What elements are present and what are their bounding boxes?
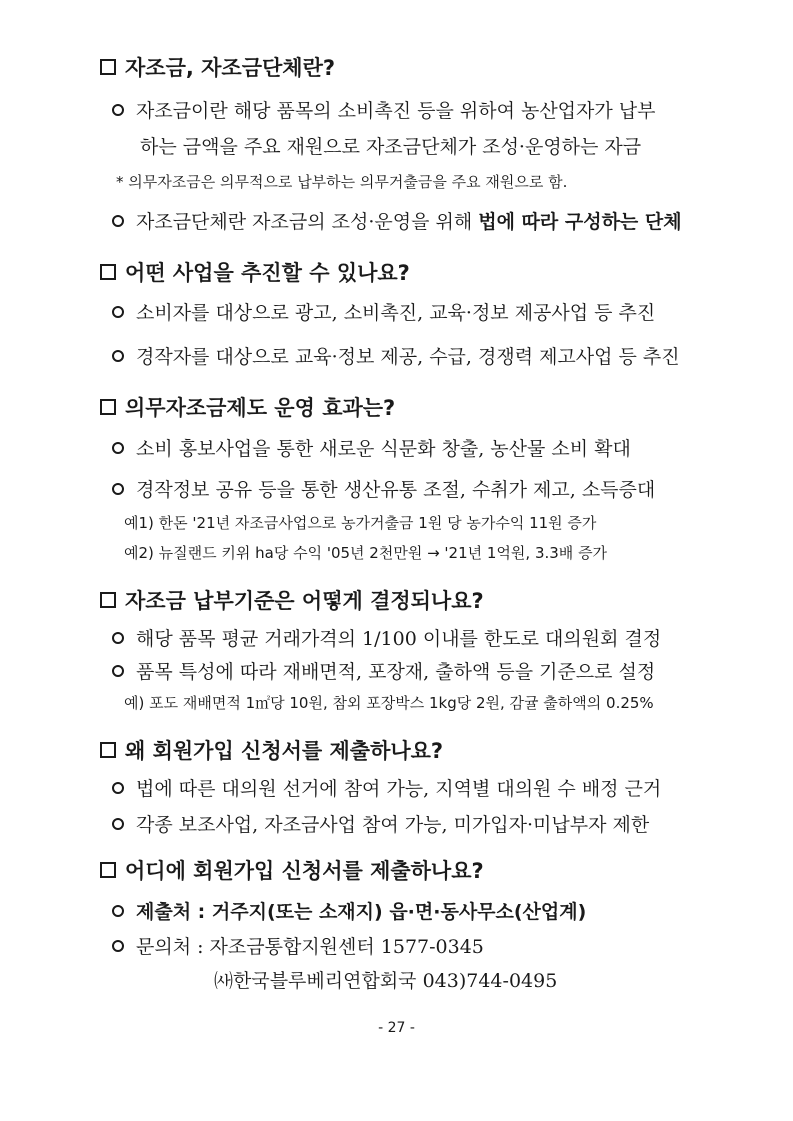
list-item: [112, 342, 680, 369]
section-heading: [100, 585, 484, 615]
circle-bullet-icon: [112, 104, 124, 116]
section-heading: [100, 855, 484, 885]
circle-bullet-icon: [112, 350, 124, 362]
circle-bullet-icon: [112, 442, 124, 454]
checkbox-square-icon: [100, 264, 116, 280]
list-item: [112, 624, 661, 651]
circle-bullet-icon: [112, 632, 124, 644]
list-item: [112, 932, 484, 959]
inquiry-contact-2: ㈔한국블루베리연합회국 043)744-0495: [214, 970, 558, 992]
circle-bullet-icon: [112, 215, 124, 227]
note: 예2) 뉴질랜드 키위 ha당 수익 '05년 2천만원 → '21년 1억원, 3.3배 증가: [124, 544, 608, 562]
inquiry-contact: 문의처 : 자조금통합지원센터 1577-0345: [136, 936, 484, 958]
item-text: 해당 품목 평균 거래가격의 1/100 이내를 한도로 대의원회 결정: [136, 628, 662, 650]
item-text: 자조금이란 해당 품목의 소비촉진 등을 위하여 농산업자가 납부: [136, 100, 656, 122]
section-heading: [100, 735, 443, 765]
checkbox-square-icon: [100, 399, 116, 415]
section-heading: [100, 392, 395, 422]
section-title: 어디에 회원가입 신청서를 제출하나요?: [125, 859, 484, 883]
checkbox-square-icon: [100, 592, 116, 608]
submit-location: 제출처 : 거주지(또는 소재지) 읍·면·동사무소(산업계): [136, 901, 587, 923]
list-item: [112, 810, 649, 837]
checkbox-square-icon: [100, 59, 116, 75]
note: 예1) 한돈 '21년 자조금사업으로 농가거출금 1원 당 농가수익 11원 증가: [124, 514, 597, 532]
list-item: [112, 897, 586, 924]
item-text: 자조금단체란 자조금의 조성·운영을 위해: [136, 211, 479, 233]
note: 예) 포도 재배면적 1㎡당 10원, 참외 포장박스 1kg당 2원, 감귤 출하액의 0.25%: [124, 694, 654, 712]
section-title: 왜 회원가입 신청서를 제출하나요?: [125, 739, 444, 763]
note: * 의무자조금은 의무적으로 납부하는 의무거출금을 주요 재원으로 함.: [116, 173, 568, 191]
section-heading: [100, 257, 410, 287]
item-text: 각종 보조사업, 자조금사업 참여 가능, 미가입자·미납부자 제한: [136, 814, 650, 836]
list-item: [112, 434, 631, 461]
circle-bullet-icon: [112, 818, 124, 830]
checkbox-square-icon: [100, 862, 116, 878]
item-text: 법에 따른 대의원 선거에 참여 가능, 지역별 대의원 수 배정 근거: [136, 778, 662, 800]
section-heading: [100, 52, 335, 82]
item-text: 품목 특성에 따라 재배면적, 포장재, 출하액 등을 기준으로 설정: [136, 661, 656, 683]
list-item-continuation: 하는 금액을 주요 재원으로 자조금단체가 조성·운영하는 자금: [140, 136, 642, 158]
circle-bullet-icon: [112, 940, 124, 952]
section-title: 의무자조금제도 운영 효과는?: [125, 396, 396, 420]
circle-bullet-icon: [112, 782, 124, 794]
list-item: [112, 207, 682, 234]
list-item: [112, 475, 655, 502]
item-text: 소비자를 대상으로 광고, 소비촉진, 교육·정보 제공사업 등 추진: [136, 302, 656, 324]
section-title: 어떤 사업을 추진할 수 있나요?: [125, 261, 410, 285]
section-title: 자조금, 자조금단체란?: [125, 56, 336, 80]
checkbox-square-icon: [100, 742, 116, 758]
list-item: [112, 657, 655, 684]
section-title: 자조금 납부기준은 어떻게 결정되나요?: [125, 589, 484, 613]
item-text: 경작자를 대상으로 교육·정보 제공, 수급, 경쟁력 제고사업 등 추진: [136, 346, 680, 368]
circle-bullet-icon: [112, 905, 124, 917]
list-item: [112, 96, 655, 123]
circle-bullet-icon: [112, 665, 124, 677]
circle-bullet-icon: [112, 483, 124, 495]
circle-bullet-icon: [112, 306, 124, 318]
item-text-bold: 법에 따라 구성하는 단체: [478, 211, 682, 233]
list-item: [112, 774, 661, 801]
item-text: 경작정보 공유 등을 통한 생산유통 조절, 수취가 제고, 소득증대: [136, 479, 656, 501]
page-number: - 27 -: [378, 1020, 415, 1036]
list-item: [112, 298, 655, 325]
item-text: 소비 홍보사업을 통한 새로운 식문화 창출, 농산물 소비 확대: [136, 438, 631, 460]
